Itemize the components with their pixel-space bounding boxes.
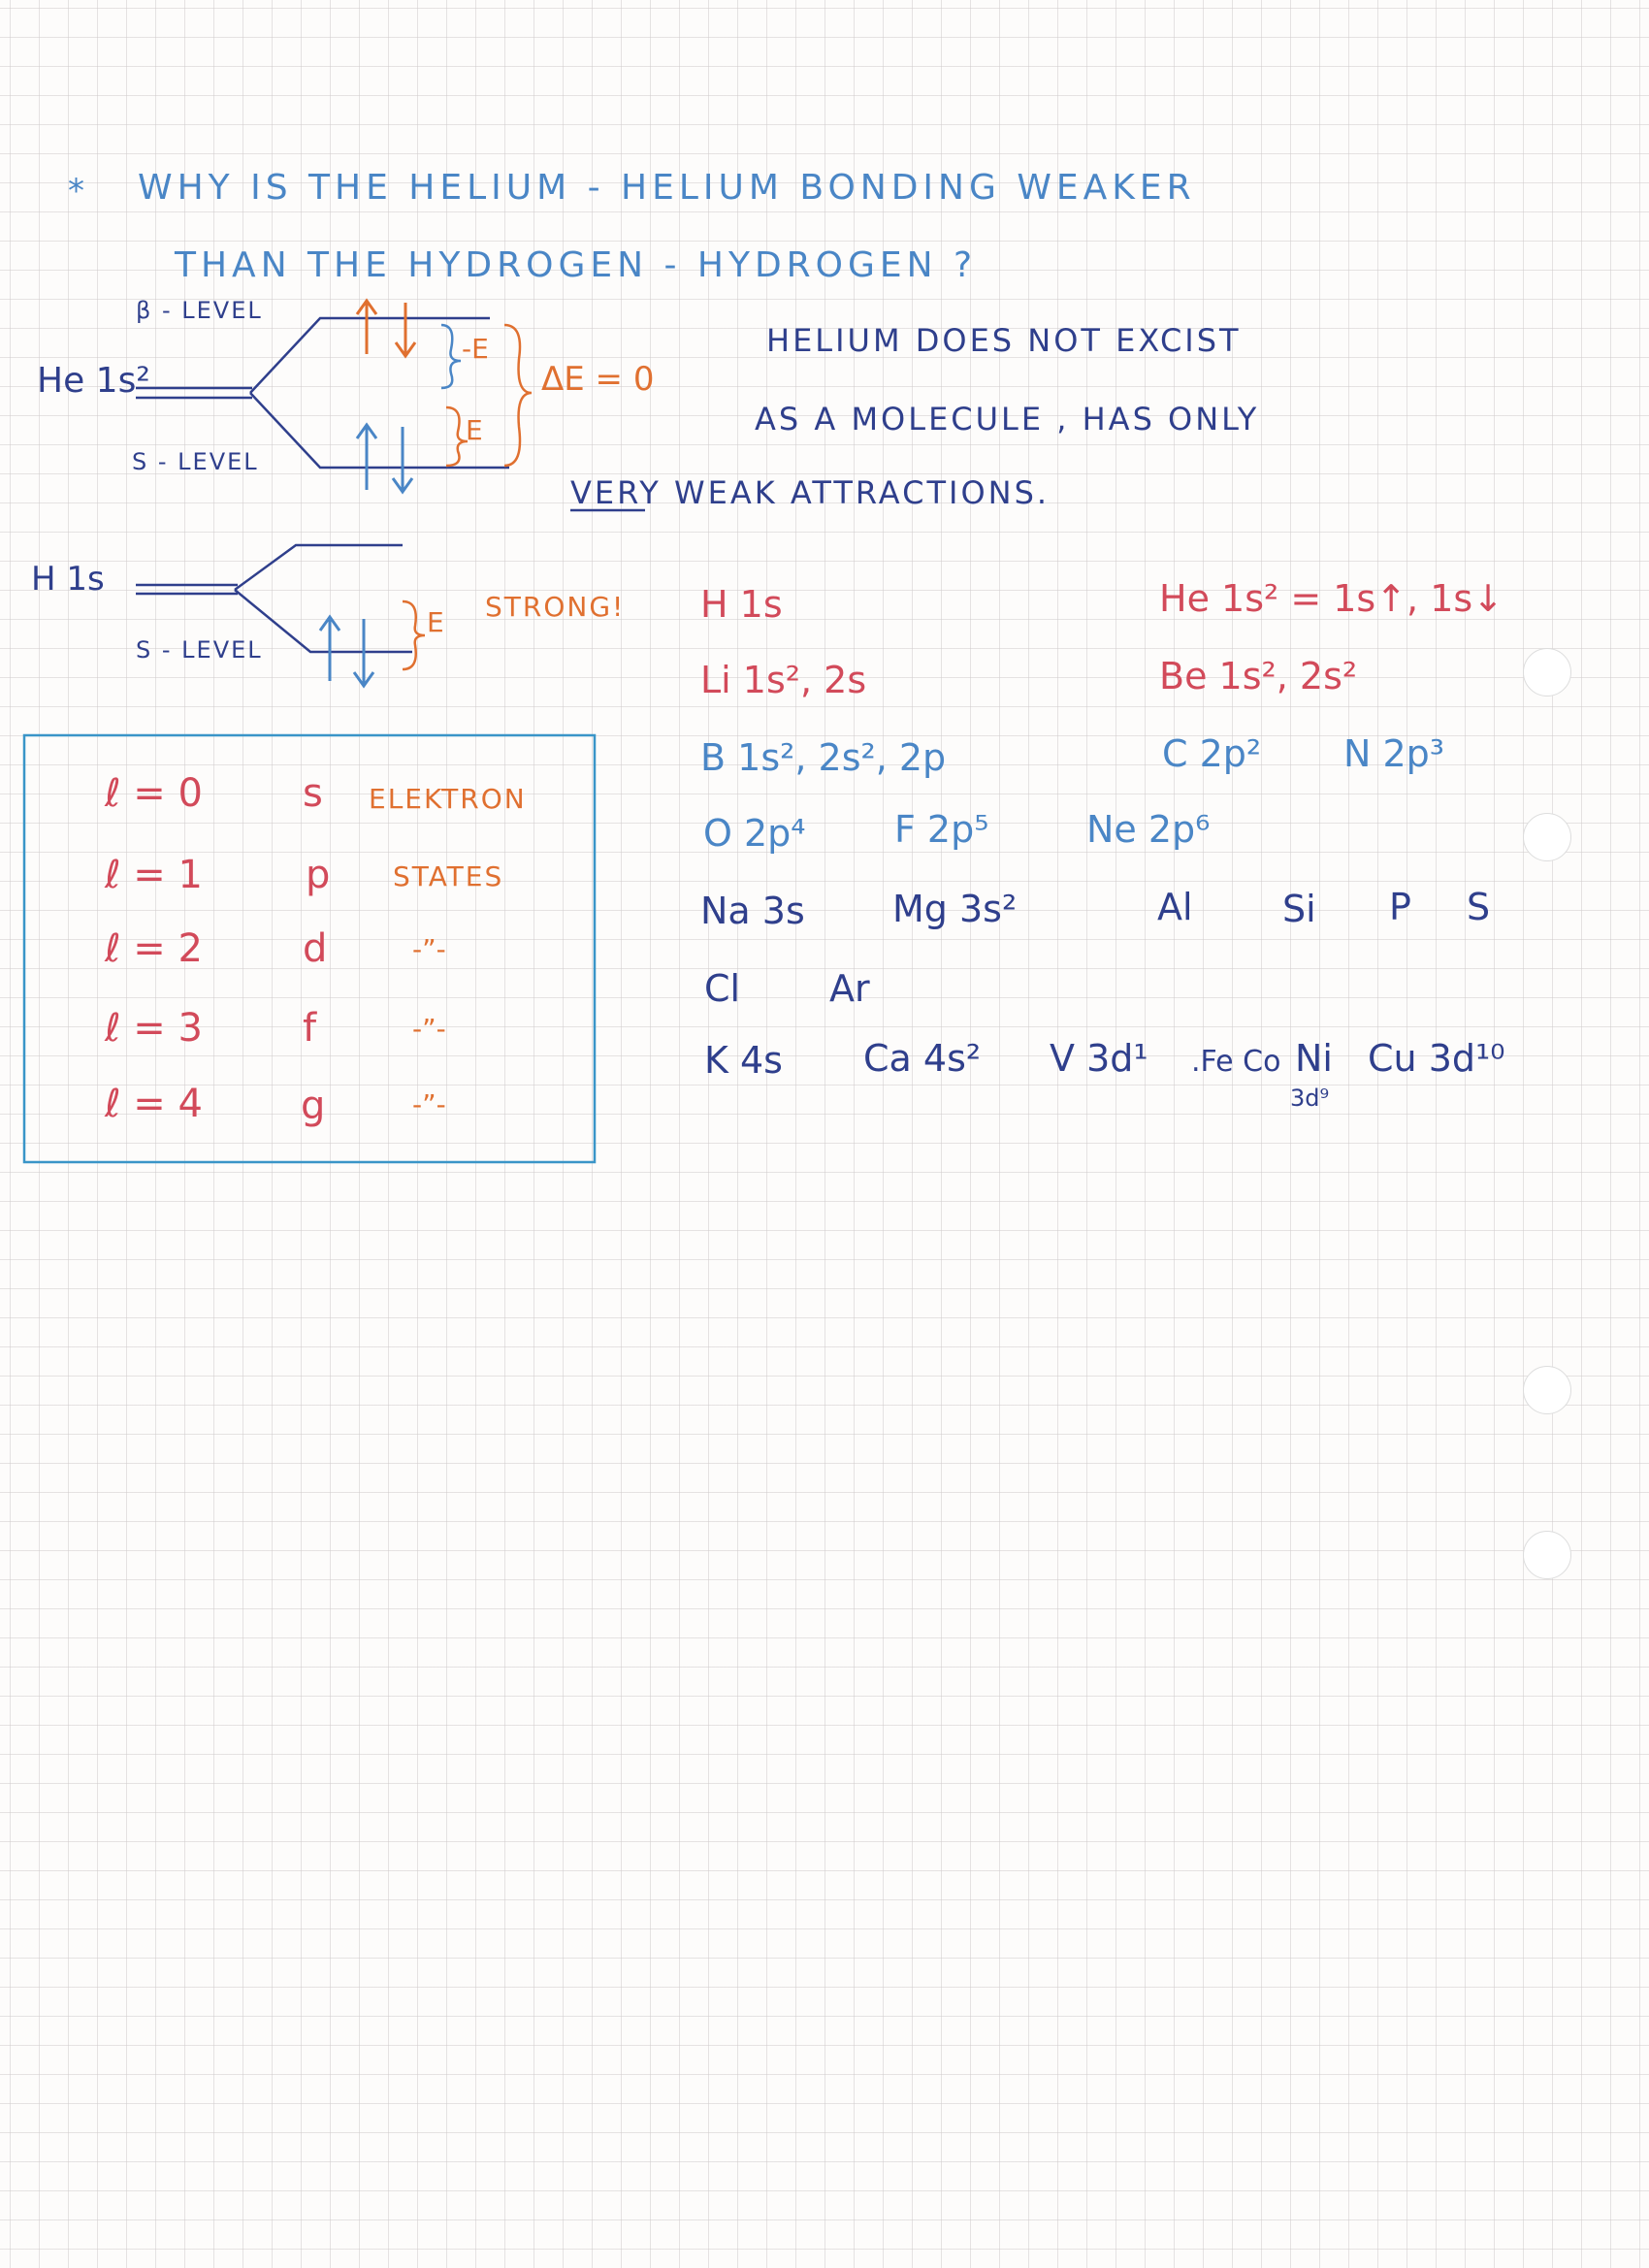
config-li: Li 1s², 2s	[700, 659, 867, 701]
delta-e-label: ΔE = 0	[541, 360, 655, 399]
config-n: N 2p³	[1343, 732, 1445, 775]
he-note-line-2: AS A MOLECULE , HAS ONLY	[755, 401, 1260, 437]
state-description: STATES	[393, 860, 504, 892]
he-upper-arrows	[357, 301, 415, 356]
config-v: V 3d¹	[1050, 1037, 1148, 1080]
l-value: ℓ = 3	[105, 1006, 203, 1051]
orbital-letter: p	[306, 853, 331, 897]
very-word: VERY	[570, 474, 662, 511]
config-k: K 4s	[704, 1039, 783, 1082]
question-line-2: THAN THE HYDROGEN - HYDROGEN ?	[175, 245, 978, 285]
strong-label: STRONG!	[485, 591, 626, 623]
config-s: S	[1467, 886, 1491, 928]
weak-attraction-text: WEAK ATTRACTIONS.	[661, 474, 1051, 511]
l-value: ℓ = 1	[105, 853, 203, 897]
he-bottom-level-label: S - LEVEL	[132, 448, 259, 475]
config-al: Al	[1157, 886, 1193, 928]
orbital-letter: d	[303, 926, 328, 971]
config-h: H 1s	[700, 583, 783, 626]
question-star: *	[68, 172, 84, 211]
state-description: -”-	[412, 933, 446, 965]
config-o: O 2p⁴	[703, 812, 806, 855]
config-b: B 1s², 2s², 2p	[700, 736, 947, 779]
orbital-letter: g	[301, 1084, 326, 1128]
config-ni: Ni	[1295, 1037, 1333, 1080]
l-value: ℓ = 4	[105, 1082, 203, 1126]
l-value: ℓ = 2	[105, 926, 203, 971]
h-gap-label: E	[427, 606, 444, 638]
config-fe-co: .Fe Co	[1191, 1045, 1281, 1079]
h-bracket	[403, 601, 425, 669]
he-note-line-3	[570, 474, 1051, 511]
l-value: ℓ = 0	[105, 771, 203, 816]
config-p: P	[1389, 886, 1411, 928]
he-atom-label: He 1s²	[37, 361, 150, 401]
question-line-1: WHY IS THE HELIUM - HELIUM BONDING WEAKER	[138, 168, 1196, 208]
state-description: -”-	[412, 1088, 446, 1120]
state-description: ELEKTRON	[369, 783, 527, 815]
he-lower-gap-label: E	[466, 414, 483, 446]
config-f: F 2p⁵	[894, 808, 989, 851]
config-cl: Cl	[704, 967, 741, 1010]
config-si: Si	[1282, 888, 1316, 930]
config-be: Be 1s², 2s²	[1159, 655, 1358, 697]
orbital-letter: s	[303, 771, 323, 816]
config-cu: Cu 3d¹⁰	[1368, 1037, 1505, 1080]
config-c: C 2p²	[1162, 732, 1262, 775]
h-atom-label: H 1s	[31, 560, 105, 599]
he-top-level-label: β - LEVEL	[136, 297, 263, 324]
config-na: Na 3s	[700, 890, 805, 932]
he-note-line-1: HELIUM DOES NOT EXCIST	[766, 322, 1242, 359]
he-upper-gap-label: -E	[462, 333, 489, 365]
he-lower-arrows	[357, 425, 412, 492]
config-ne: Ne 2p⁶	[1086, 808, 1211, 851]
config-ar: Ar	[829, 967, 870, 1010]
config-ca: Ca 4s²	[863, 1037, 982, 1080]
config-he: He 1s² = 1s↑, 1s↓	[1159, 577, 1504, 620]
config-ni-subnote: 3d⁹	[1290, 1085, 1330, 1112]
orbital-letter: f	[303, 1006, 317, 1051]
h-bottom-level-label: S - LEVEL	[136, 636, 263, 664]
config-mg: Mg 3s²	[892, 888, 1018, 930]
state-description: -”-	[412, 1013, 446, 1045]
